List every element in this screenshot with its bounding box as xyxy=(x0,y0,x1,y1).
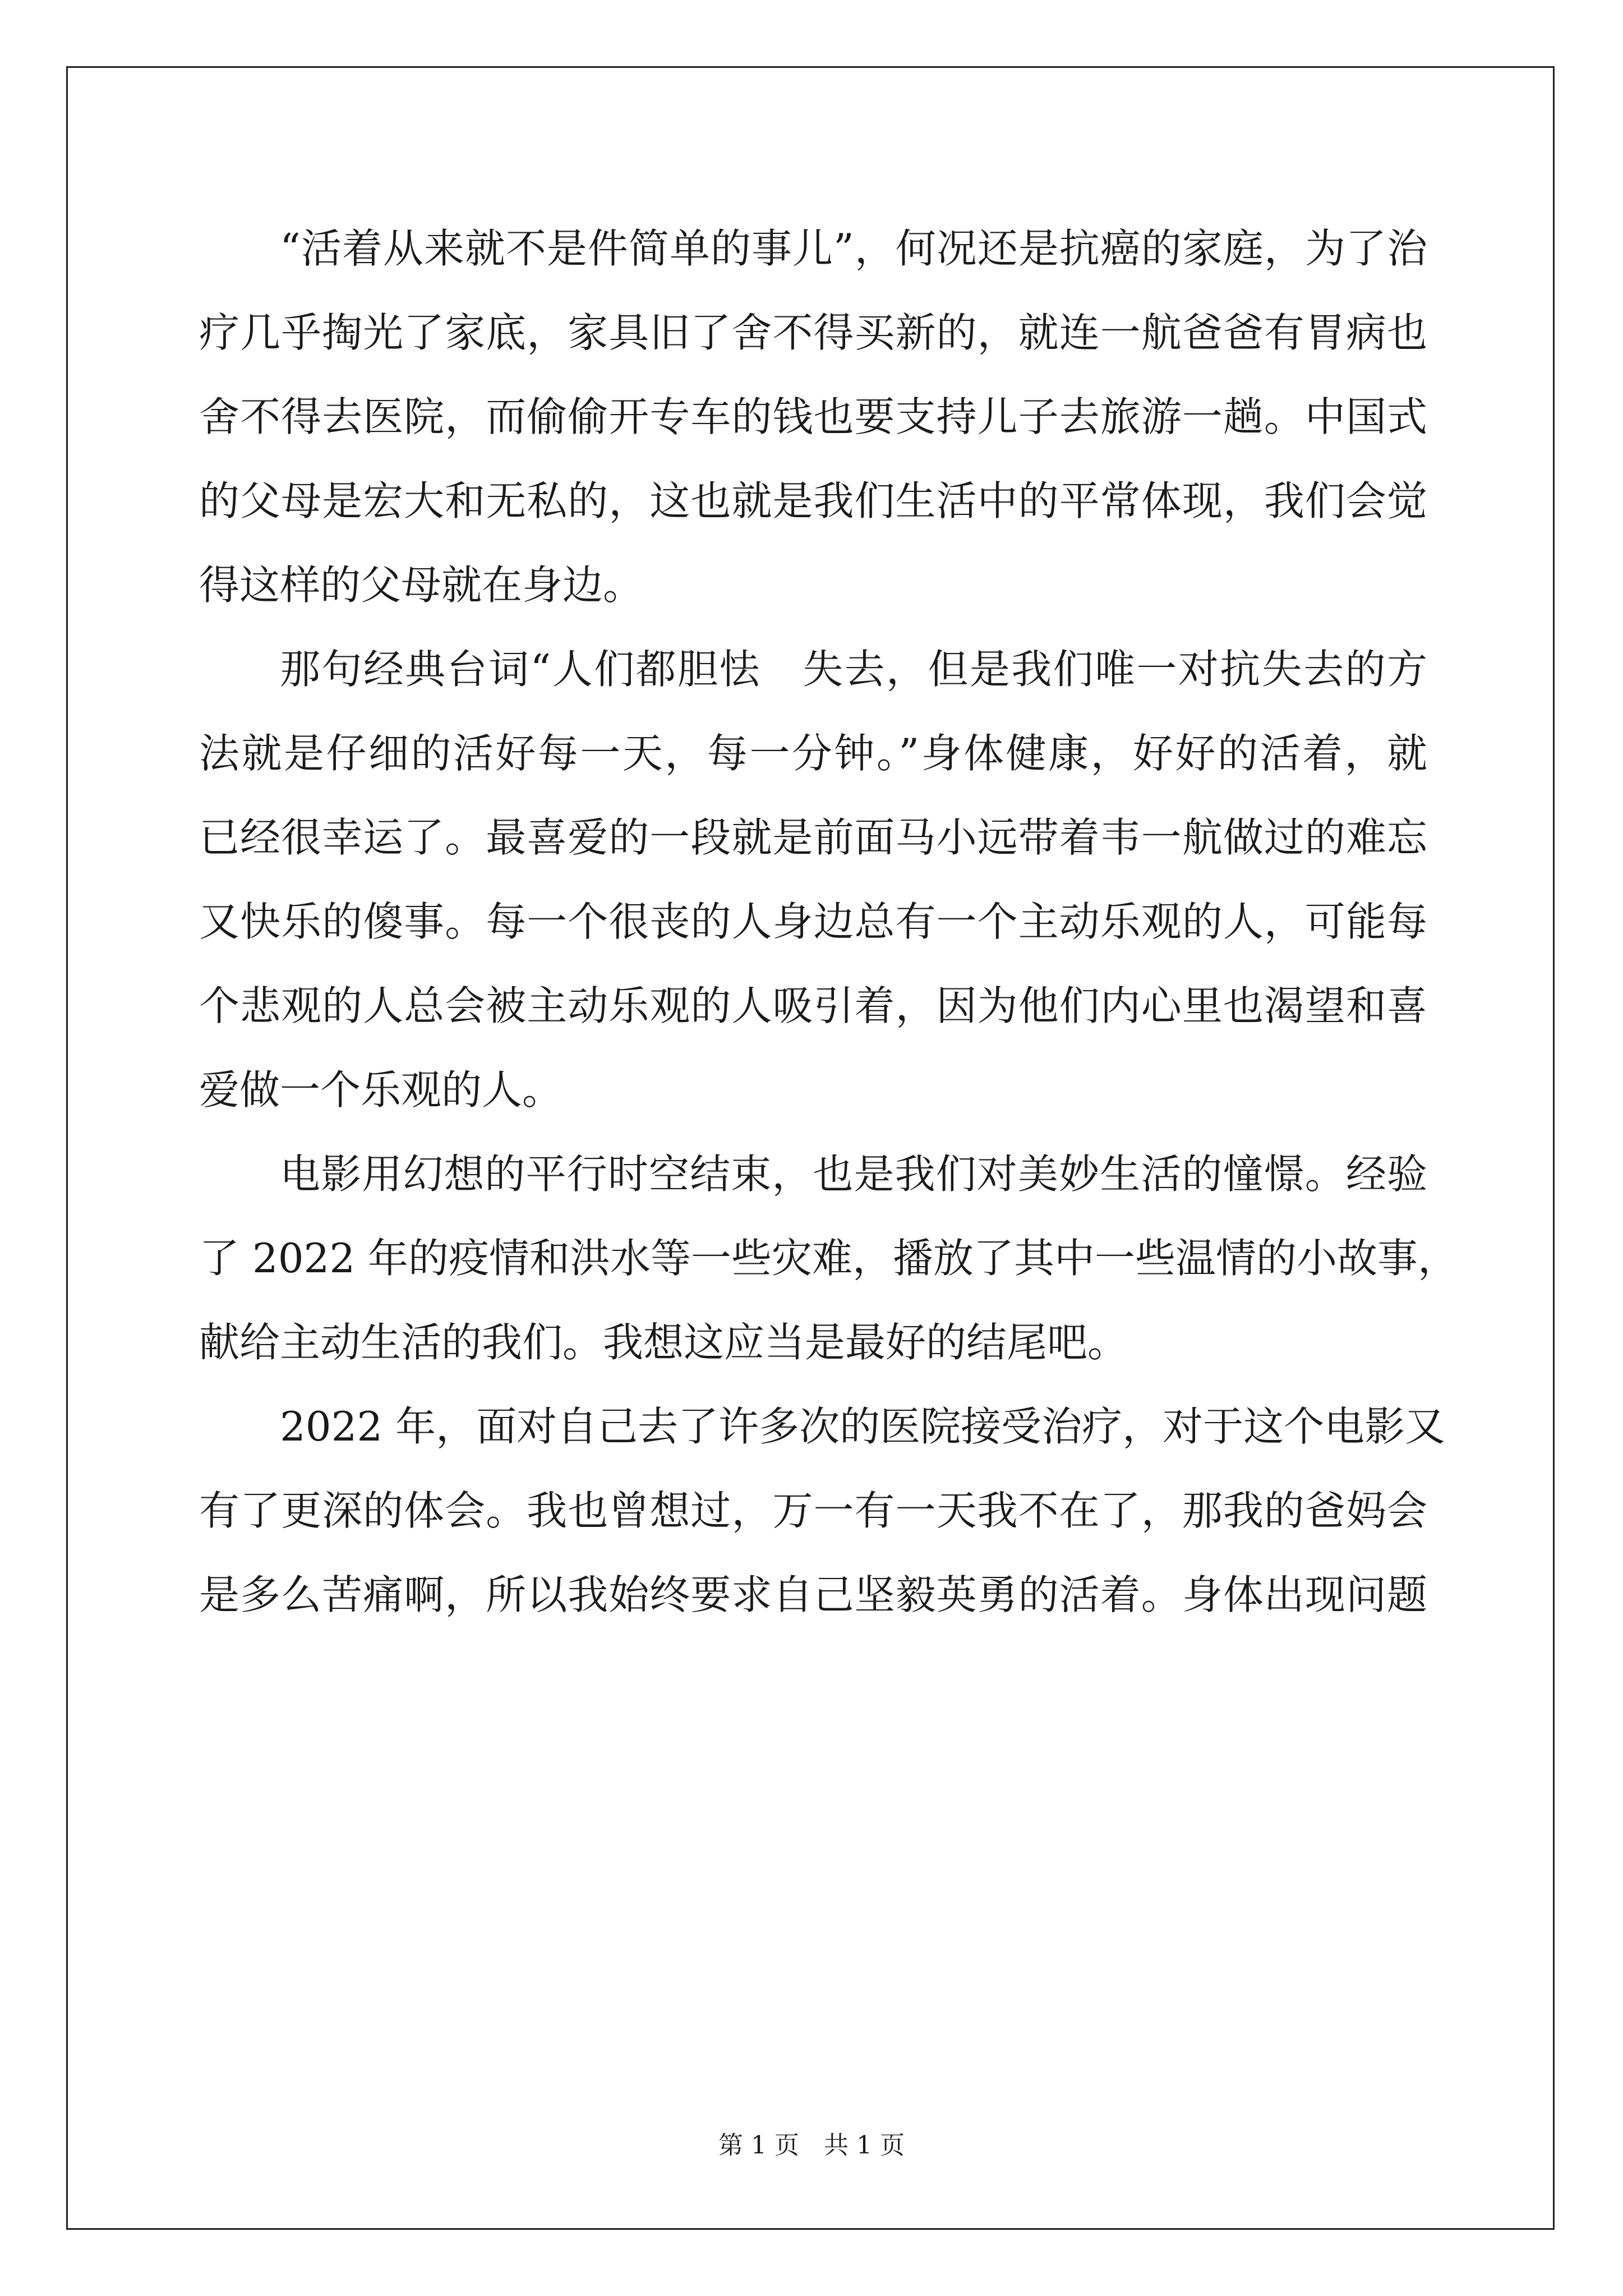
document-body xyxy=(199,206,1459,1637)
text-line: 得这样的父母就在身边。 xyxy=(199,562,644,609)
text-line: 了 2022 年的疫情和洪水等一些灾难，播放了其中一些温情的小故事， xyxy=(199,1235,1459,1282)
text-line: 的父母是宏大和无私的，这也就是我们生活中的平常体现，我们会觉 xyxy=(199,477,1427,524)
text-line: 法就是仔细的活好每一天，每一分钟。”身体健康，好好的活着，就 xyxy=(199,730,1427,777)
page-footer xyxy=(0,2129,1623,2162)
text-line: 已经很幸运了。最喜爱的一段就是前面马小远带着韦一航做过的难忘 xyxy=(199,814,1427,861)
text-line: 个悲观的人总会被主动乐观的人吸引着，因为他们内心里也渴望和喜 xyxy=(199,982,1427,1029)
page-number-total: 共 1 页 xyxy=(824,2131,905,2160)
text-line: 2022 年，面对自己去了许多次的医院接受治疗，对于这个电影又 xyxy=(280,1403,1446,1450)
text-line: 疗几乎掏光了家底，家具旧了舍不得买新的，就连一航爸爸有胃病也 xyxy=(199,309,1427,356)
text-line: 爱做一个乐观的人。 xyxy=(199,1066,563,1114)
page-number-current: 第 1 页 xyxy=(718,2131,799,2160)
text-line: 是多么苦痛啊，所以我始终要求自己坚毅英勇的活着。身体出现问题 xyxy=(199,1571,1427,1618)
text-line: 舍不得去医院，而偷偷开专车的钱也要支持儿子去旅游一趟。中国式 xyxy=(199,393,1427,440)
text-line: 电影用幻想的平行时空结束，也是我们对美妙生活的憧憬。经验 xyxy=(280,1151,1427,1198)
text-line: “活着从来就不是件简单的事儿”，何况还是抗癌的家庭，为了治 xyxy=(280,225,1427,272)
text-line: 有了更深的体会。我也曾想过，万一有一天我不在了，那我的爸妈会 xyxy=(199,1487,1427,1534)
text-line: 献给主动生活的我们。我想这应当是最好的结尾吧。 xyxy=(199,1319,1128,1366)
text-line: 又快乐的傻事。每一个很丧的人身边总有一个主动乐观的人，可能每 xyxy=(199,898,1427,945)
text-line: 那句经典台词“人们都胆怯 失去，但是我们唯一对抗失去的方 xyxy=(280,646,1427,693)
